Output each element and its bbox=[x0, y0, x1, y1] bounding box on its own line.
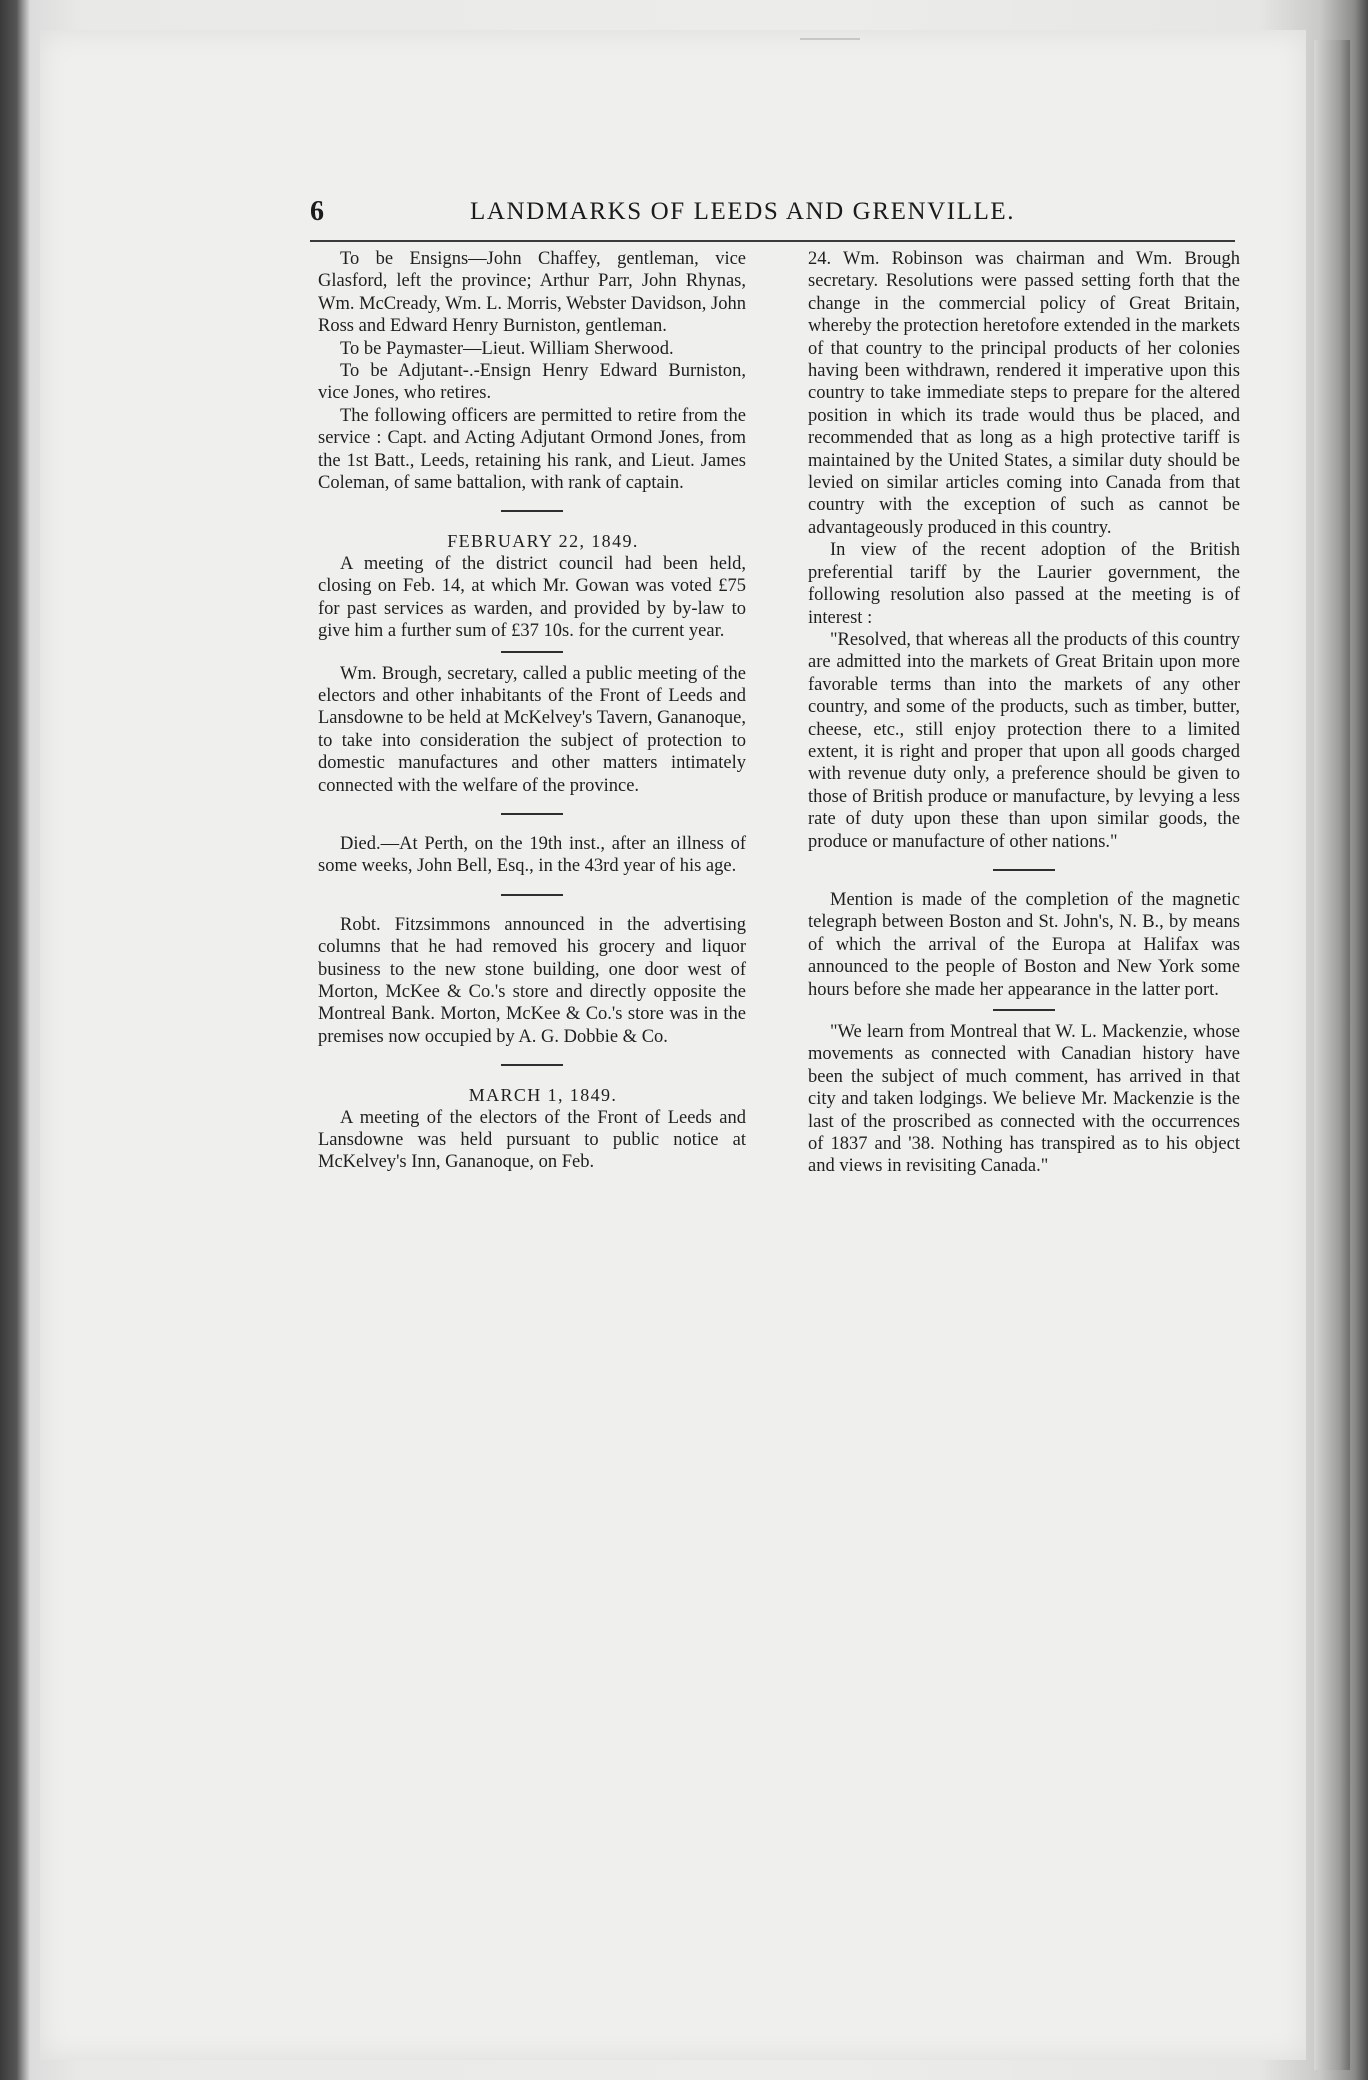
left-column bbox=[318, 248, 746, 1174]
section-divider bbox=[501, 894, 563, 896]
page-header bbox=[310, 196, 1245, 234]
header-rule bbox=[310, 240, 1235, 242]
paragraph: A meeting of the district council had been held, closing on Feb. 14, at which Mr. Gowan was voted £75 for past services as warden, and provided by by-law to give him a further sum of £37 10s. for the current year. bbox=[318, 553, 746, 642]
paragraph: A meeting of the electors of the Front of Leeds and Lansdowne was held pursuant to public notice at McKelvey's Inn, Gananoque, on Feb. bbox=[318, 1107, 746, 1173]
date-heading: FEBRUARY 22, 1849. bbox=[447, 531, 639, 552]
page-number: 6 bbox=[310, 196, 324, 227]
paragraph: 24. Wm. Robinson was chairman and Wm. Brough secretary. Resolutions were passed setting forth that the change in the commercial policy of Great Britain, whereby the protection heretofore extended in the markets of that country to the principal products of her colonies having been withdrawn, rendered it imperative upon this country to take immediate steps to prepare for the altered position in which its trade would thus be placed, and recommended that as long as a high protective tariff is maintained by the United States, a similar duty should be levied on similar articles coming into Canada from that country with the exception of such as cannot be advantageously produced in this country. bbox=[808, 249, 1241, 538]
scan-mark bbox=[800, 38, 860, 54]
paragraph: To be Adjutant-.-Ensign Henry Edward Burniston, vice Jones, who retires. bbox=[318, 361, 746, 404]
page-edge-shadow bbox=[1314, 40, 1350, 2070]
paragraph: Robt. Fitzsimmons announced in the advertising columns that he had removed his grocery and liquor business to the new stone building, one door west of Morton, McKee & Co.'s store and directly opposite the Montreal Bank. Morton, McKee & Co.'s store was in the premises now occupied by A. G. Dobbie & Co. bbox=[318, 914, 746, 1047]
section-divider bbox=[501, 1064, 563, 1066]
paragraph: Wm. Brough, secretary, called a public meeting of the electors and other inhabitants of the Front of Leeds and Lansdowne to be held at McKelvey's Tavern, Gananoque, to take into consideration the subject of protection to domestic manufactures and other matters intimately connected with the welfare of the province. bbox=[318, 663, 746, 796]
paragraph: "We learn from Montreal that W. L. Mackenzie, whose movements as connected with Canadian history have been the subject of much comment, has arrived in that city and taken lodgings. We believe Mr. Mackenzie is the last of the proscribed as connected with the occurrences of 1837 and '38. Nothing has transpired as to his object and views in revisiting Canada." bbox=[808, 1022, 1240, 1177]
section-divider bbox=[501, 813, 563, 815]
paragraph: In view of the recent adoption of the British preferential tariff by the Laurier government, the following resolution also passed at the meeting is of interest : bbox=[808, 540, 1240, 628]
paragraph: "Resolved, that whereas all the products of this country are admitted into the markets of Great Britain upon more favorable terms than into the markets of any other country, and some of the products, such as timber, butter, cheese, etc., still enjoy protection there to a limited extent, it is right and proper that upon all goods charged with revenue duty only, a preference should be given to those of British produce or manufacture, by levying a less rate of duty upon these than upon similar goods, the produce or manufacture of other nations." bbox=[808, 629, 1240, 852]
section-divider bbox=[993, 869, 1055, 871]
paragraph: The following officers are permitted to retire from the service : Capt. and Acting Adjutant Ormond Jones, from the 1st Batt., Leeds, retaining his rank, and Lieut. James Coleman, of same battalion, with rank of captain. bbox=[318, 405, 746, 494]
paragraph: To be Ensigns—John Chaffey, gentleman, vice Glasford, left the province; Arthur Parr, John Rhynas, Wm. McCready, Wm. L. Morris, Webster Davidson, John Ross and Edward Henry Burniston, gentleman. bbox=[318, 249, 746, 337]
paragraph: Mention is made of the completion of the magnetic telegraph between Boston and St. John's, N. B., by means of which the arrival of the Europa at Halifax was announced to the people of Boston and New York some hours before she made her appearance in the latter port. bbox=[808, 889, 1240, 1000]
section-divider bbox=[993, 1009, 1055, 1011]
paragraph: To be Paymaster—Lieut. William Sherwood. bbox=[340, 338, 674, 359]
date-heading: MARCH 1, 1849. bbox=[468, 1085, 618, 1106]
right-column bbox=[808, 248, 1240, 1178]
running-title: LANDMARKS OF LEEDS AND GRENVILLE. bbox=[470, 198, 1016, 225]
section-divider bbox=[501, 510, 563, 512]
section-divider bbox=[501, 651, 563, 653]
paragraph: Died.—At Perth, on the 19th inst., after an illness of some weeks, John Bell, Esq., in the 43rd year of his age. bbox=[318, 833, 746, 877]
